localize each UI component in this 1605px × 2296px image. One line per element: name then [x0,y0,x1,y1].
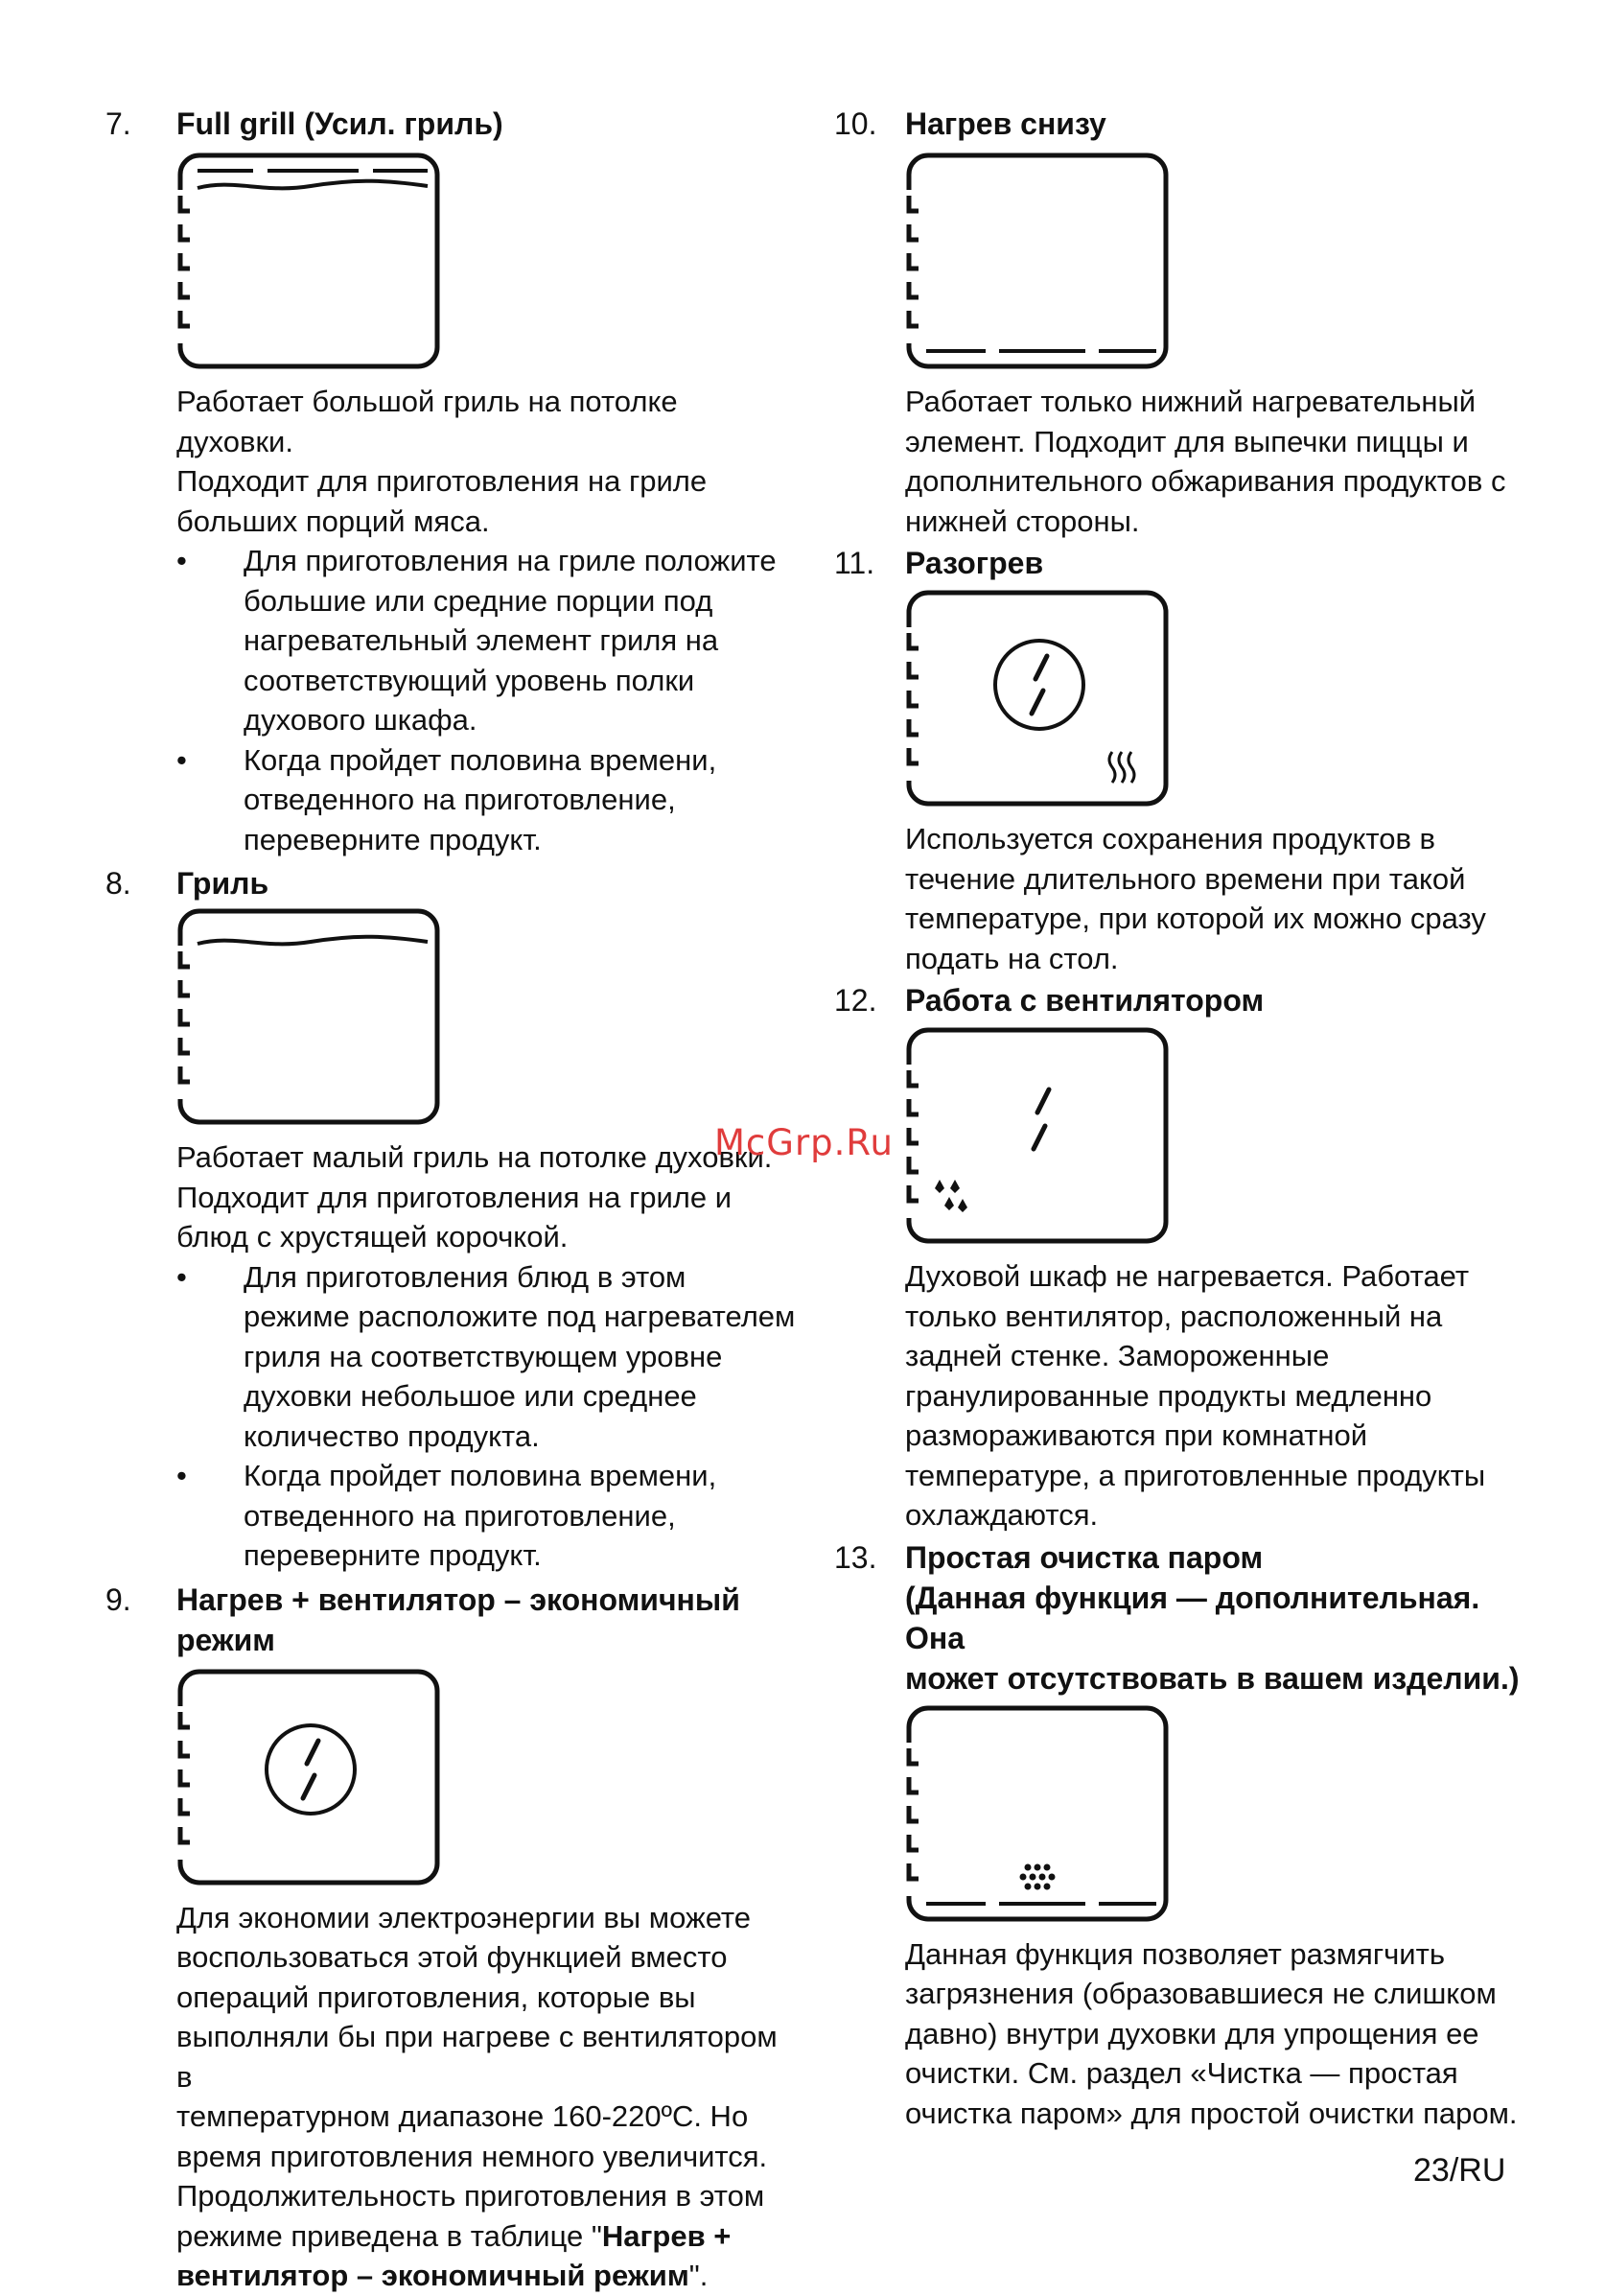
bullet-line: духовки небольшое или среднее [244,1379,697,1413]
bullet-line: • Когда пройдет половина времени, [244,1459,717,1492]
item-title-line: режим [176,1622,275,1657]
item-desc-line: очистка паром» для простой очистки паром. [905,2096,1518,2130]
item-desc-line: размораживаются при комнатной [905,1418,1368,1452]
bullet-line: гриля на соответствующем уровне [244,1339,723,1373]
mode-item-8 [105,863,796,1576]
bullet-line: духового шкафа. [244,703,477,737]
keep-warm-icon [905,589,1174,809]
item-desc-line: Работает малый гриль на потолке духовки. [176,1140,773,1174]
item-number: 8. [105,866,131,901]
bullet-item [176,740,796,860]
item-desc-line: задней стенке. Замороженные [905,1339,1330,1372]
bullet-line: количество продукта. [244,1418,540,1453]
item-desc-line: больших порций мяса. [176,504,490,538]
bullet-list [176,1257,796,1576]
item-number: 13. [834,1539,877,1575]
bullet-item [176,541,796,740]
bullet-line: большие или средние порции под [244,583,713,618]
item-desc-line: температурном диапазоне 160-220ºC. Но [176,2099,749,2133]
item-desc-line: Данная функция позволяет размягчить [905,1936,1445,1971]
bullet-line: режиме расположите под нагревателем [244,1300,796,1333]
item-desc-line [176,2216,796,2257]
item-desc-line: Работает только нижний нагревательный [905,385,1477,418]
grill-icon [176,907,445,1128]
bullet-line: соответствующий уровень полки [244,663,695,697]
item-desc-line: элемент. Подходит для выпечки пиццы и [905,424,1469,458]
watermark: McGrp.Ru [714,1122,894,1163]
item-desc-line: дополнительного обжаривания продуктов с [905,464,1506,498]
bullet-line: переверните продукт. [244,1538,542,1572]
desc-bold-text: Нагрев + [601,2218,732,2253]
item-desc-line: операций приготовления, которые вы [176,1980,696,2014]
item-desc-line: нижней стороны. [905,504,1140,538]
item-desc-line: время приготовления немного увеличится. [176,2139,768,2173]
mode-item-7 [105,104,796,859]
item-number: 7. [105,106,131,141]
item-desc-line: воспользоваться этой функцией вместо [176,1940,728,1974]
desc-text: режиме приведена в таблице " [176,2218,602,2253]
item-desc-line: загрязнения (образовавшиеся не слишком [905,1977,1497,2010]
item-desc-line: охлаждаются. [905,1498,1099,1532]
item-desc-line: давно) внутри духовки для упрощения ее [905,2016,1479,2050]
mode-item-9 [105,1580,796,2296]
mode-item-11 [834,543,1524,978]
steam-clean-icon [905,1704,1174,1925]
desc-bold-text: вентилятор – экономичный режим [176,2259,689,2292]
right-column [834,104,1524,2133]
item-desc-line: очистки. См. раздел «Чистка — простая [905,2056,1458,2090]
bullet-item [176,1257,796,1457]
item-desc-line: выполняли бы при нагреве с вентилятором в [176,2020,778,2094]
item-desc-line: температуре, а приготовленные продукты [905,1458,1486,1492]
page-number: 23/RU [1413,2152,1506,2189]
item-desc-line: только вентилятор, расположенный на [905,1299,1443,1333]
bullet-line: переверните продукт. [244,822,542,856]
full-grill-icon [176,152,445,372]
item-title: Работа с вентилятором [905,983,1265,1018]
bullet-line: отведенного на приготовление, [244,783,676,816]
item-number: 12. [834,983,877,1018]
bullet-item [176,1456,796,1576]
desc-text: ". [688,2259,709,2292]
item-desc-line: блюд с хрустящей корочкой. [176,1220,569,1253]
mode-item-12 [834,980,1524,1535]
item-desc-line: Работает большой гриль на потолке духовки. [176,385,678,458]
mode-item-13 [834,1537,1524,2134]
item-title: Разогрев [905,546,1044,580]
item-title: Гриль [176,866,269,901]
item-title-line: Простая очистка паром [905,1539,1264,1575]
item-desc-line: температуре, при которой их можно сразу [905,902,1486,935]
fan-eco-icon [176,1668,445,1888]
item-desc-line: гранулированные продукты медленно [905,1378,1432,1413]
item-desc-line: течение длительного времени при такой [905,861,1466,896]
item-title-line: может отсутствовать в вашем изделии.) [905,1660,1520,1696]
bullet-line: нагревательный элемент гриля на [244,623,719,657]
item-number: 11. [834,546,875,580]
item-number: 10. [834,106,877,141]
bullet-line: • Для приготовления блюд в этом [244,1259,686,1294]
item-title: Full grill (Усил. гриль) [176,106,503,141]
defrost-fan-icon [905,1026,1174,1247]
item-title-line: (Данная функция — дополнительная. Она [905,1580,1480,1655]
item-desc-line: Подходит для приготовления на гриле и [176,1180,733,1214]
item-title-line: Нагрев + вентилятор – экономичный [176,1581,740,1617]
item-desc-line: Продолжительность приготовления в этом [176,2179,765,2213]
item-desc-line: Подходит для приготовления на гриле [176,464,708,498]
item-desc-line: Для экономии электроэнергии вы можете [176,1900,752,1934]
item-desc-line [176,2256,796,2296]
bullet-line: • Для приготовления на гриле положите [244,544,777,577]
mode-item-10 [834,104,1524,541]
item-desc-line: Духовой шкаф не нагревается. Работает [905,1259,1470,1293]
bottom-heat-icon [905,152,1174,372]
item-desc-line: Используется сохранения продуктов в [905,822,1435,855]
item-desc-line: подать на стол. [905,941,1119,975]
item-number: 9. [105,1581,131,1617]
left-column [105,104,796,2296]
bullet-line: • Когда пройдет половина времени, [244,742,717,777]
item-title: Нагрев снизу [905,106,1106,141]
bullet-list [176,541,796,859]
bullet-line: отведенного на приготовление, [244,1498,676,1533]
